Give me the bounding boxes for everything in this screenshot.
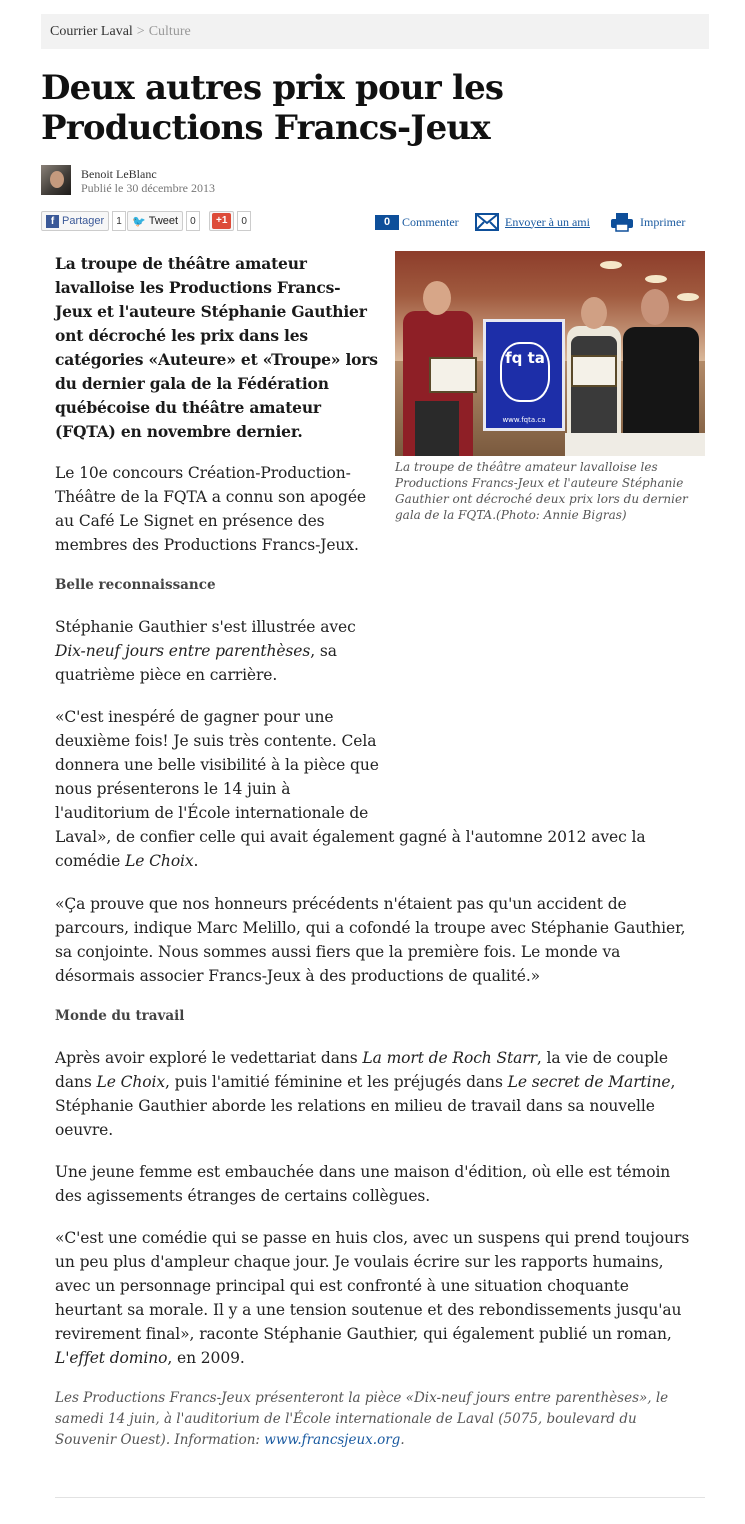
- play-title: Le Choix: [125, 852, 194, 870]
- caption-line: La troupe de théâtre amateur lavalloise les: [395, 460, 658, 474]
- text-fragment: Après avoir exploré le vedettariat dans: [55, 1049, 363, 1067]
- text-line: au Café Le Signet en présence des: [55, 512, 325, 530]
- breadcrumb-current-link[interactable]: Culture: [148, 24, 191, 39]
- text-fragment: , puis l'amitié féminine et les préjugés dans: [165, 1073, 508, 1091]
- body-paragraph-4: [55, 892, 715, 988]
- lead-line: catégories «Auteure» et «Troupe» lors: [55, 350, 378, 369]
- text-line: «C'est une comédie qui se passe en huis clos, avec un suspens qui prend toujours: [55, 1229, 690, 1247]
- text-line: Une jeune femme est embauchée dans une maison d'édition, où elle est témoin: [55, 1163, 671, 1181]
- text-line: Stéphanie Gauthier s'est illustrée avec: [55, 618, 356, 636]
- publish-date: Publié le 30 décembre 2013: [81, 181, 215, 195]
- play-title: La mort de Roch Starr: [362, 1049, 537, 1067]
- text-line: Laval», de confier celle qui avait également gagné à l'automne 2012 avec la: [55, 828, 646, 846]
- gplus-button[interactable]: [209, 211, 251, 231]
- text-line: avec un personnage principal qui est confronté à une situation choquante: [55, 1277, 629, 1295]
- author-name[interactable]: Benoit LeBlanc: [81, 167, 157, 181]
- facebook-share-label: Partager: [62, 215, 105, 227]
- text-line: l'auditorium de l'École internationale de: [55, 804, 369, 822]
- text-fragment: , sa: [310, 642, 337, 660]
- tweet-label: Tweet: [148, 215, 179, 227]
- subheading-monde-du-travail: Monde du travail: [55, 1008, 185, 1024]
- play-title: Le Choix: [96, 1073, 165, 1091]
- text-line: revirement final», raconte Stéphanie Gauthier, qui également publié un roman,: [55, 1325, 672, 1343]
- play-title: Le secret de Martine: [507, 1073, 671, 1091]
- email-friend-label: Envoyer à un ami: [505, 214, 590, 229]
- gplus-count: 0: [237, 211, 251, 231]
- text-line: «Ça prouve que nos honneurs précédents n'étaient pas qu'un accident de: [55, 895, 627, 913]
- text-fragment: ,: [670, 1073, 676, 1091]
- text-line: désormais associer Francs-Jeux à des productions de qualité.»: [55, 967, 541, 985]
- text-line: Stéphanie Gauthier aborde les relations en milieu de travail dans sa nouvelle: [55, 1097, 655, 1115]
- fqta-board-site: www.fqta.ca: [502, 416, 546, 424]
- text-line: parcours, indique Marc Melillo, qui a cofondé la troupe avec Stéphanie Gauthier,: [55, 919, 686, 937]
- breadcrumb-separator: >: [136, 24, 145, 39]
- play-title: Dix-neuf jours entre parenthèses: [55, 642, 311, 660]
- body-paragraph-5: [55, 1046, 715, 1142]
- comment-label: Commenter: [402, 214, 459, 229]
- text-fragment: comédie: [55, 852, 126, 870]
- author-avatar: [41, 165, 71, 195]
- text-line: Théâtre de la FQTA a connu son apogée: [55, 488, 367, 506]
- text-line: Le 10e concours Création-Production-: [55, 464, 351, 482]
- print-link[interactable]: [610, 211, 685, 233]
- note-line: Les Productions Francs-Jeux présenteront la pièce «Dix-neuf jours entre parenthèses», le: [55, 1390, 669, 1406]
- lead-line: québécoise du théâtre amateur: [55, 398, 321, 417]
- breadcrumb: [41, 14, 709, 49]
- breadcrumb-home-link[interactable]: Courrier Laval: [50, 24, 133, 39]
- text-line: des agissements étranges de certains collègues.: [55, 1187, 431, 1205]
- fqta-board: [483, 319, 565, 431]
- caption-line: Gauthier ont décroché deux prix lors du dernier: [395, 492, 688, 506]
- title-line-1: Deux autres prix pour les: [41, 68, 504, 108]
- lead-line: ont décroché les prix dans les: [55, 326, 308, 345]
- text-line: heurtant sa morale. Il y a une tension soutenue et des rebondissements jusqu'au: [55, 1301, 682, 1319]
- text-fragment: , la vie de couple: [536, 1049, 668, 1067]
- comment-count-badge: 0: [375, 215, 399, 230]
- lead-line: Jeux et l'auteure Stéphanie Gauthier: [55, 302, 367, 321]
- twitter-bird-icon: 🐦: [132, 215, 146, 228]
- article-title: [41, 68, 701, 148]
- title-line-2: Productions Francs-Jeux: [41, 108, 490, 148]
- text-line: quatrième pièce en carrière.: [55, 666, 278, 684]
- print-label: Imprimer: [640, 214, 686, 229]
- text-line: nous présenterons le 14 juin à: [55, 780, 291, 798]
- subheading-belle-reconnaissance: Belle reconnaissance: [55, 577, 216, 593]
- lead-line: du dernier gala de la Fédération: [55, 374, 329, 393]
- email-friend-link[interactable]: [475, 211, 590, 233]
- body-paragraph-7: [55, 1226, 715, 1370]
- note-fragment: Souvenir Ouest). Information:: [55, 1432, 265, 1448]
- text-fragment: dans: [55, 1073, 97, 1091]
- printer-icon: [610, 212, 634, 232]
- body-paragraph-2: [55, 615, 385, 687]
- tweet-count: 0: [186, 211, 200, 231]
- caption-line: gala de la FQTA.(Photo: Annie Bigras): [395, 508, 627, 522]
- article-photo[interactable]: [395, 251, 705, 456]
- fqta-logo: fq ta: [500, 342, 550, 402]
- body-paragraph-6: [55, 1160, 715, 1208]
- facebook-share[interactable]: [41, 211, 126, 231]
- note-fragment: .: [400, 1432, 405, 1448]
- gplus-label: +1: [212, 213, 231, 229]
- caption-line: Productions Francs-Jeux et l'auteure Stéphanie: [395, 476, 684, 490]
- text-line: sa conjointe. Nous sommes aussi fiers que la première fois. Le monde va: [55, 943, 621, 961]
- francsjeux-website-link[interactable]: www.francsjeux.org: [264, 1432, 401, 1448]
- body-paragraph-3: [55, 705, 705, 873]
- text-fragment: , en 2009.: [167, 1349, 245, 1367]
- facebook-icon: f: [46, 215, 59, 228]
- event-note: [55, 1388, 695, 1451]
- novel-title: L'effet domino: [55, 1349, 168, 1367]
- facebook-count: 1: [112, 211, 126, 231]
- text-fragment: .: [193, 852, 199, 870]
- lead-paragraph: [55, 252, 380, 444]
- text-line: deuxième fois! Je suis très contente. Cela: [55, 732, 377, 750]
- text-line: oeuvre.: [55, 1121, 114, 1139]
- envelope-icon: [475, 213, 499, 231]
- tweet-button[interactable]: [127, 211, 200, 231]
- note-line: samedi 14 juin, à l'auditorium de l'École internationale de Laval (5075, boulevard du: [55, 1411, 637, 1427]
- body-paragraph-1: [55, 461, 385, 557]
- lead-line: (FQTA) en novembre dernier.: [55, 422, 303, 441]
- comment-link[interactable]: [375, 211, 459, 233]
- text-line: membres des Productions Francs-Jeux.: [55, 536, 359, 554]
- text-line: donnera une belle visibilité à la pièce que: [55, 756, 379, 774]
- lead-line: lavalloise les Productions Francs-: [55, 278, 341, 297]
- text-line: «C'est inespéré de gagner pour une: [55, 708, 334, 726]
- photo-caption: [395, 459, 695, 523]
- text-line: un peu plus d'ampleur chaque jour. Je voulais écrire sur les rapports humains,: [55, 1253, 664, 1271]
- bottom-divider: [55, 1497, 705, 1498]
- lead-line: La troupe de théâtre amateur: [55, 254, 307, 273]
